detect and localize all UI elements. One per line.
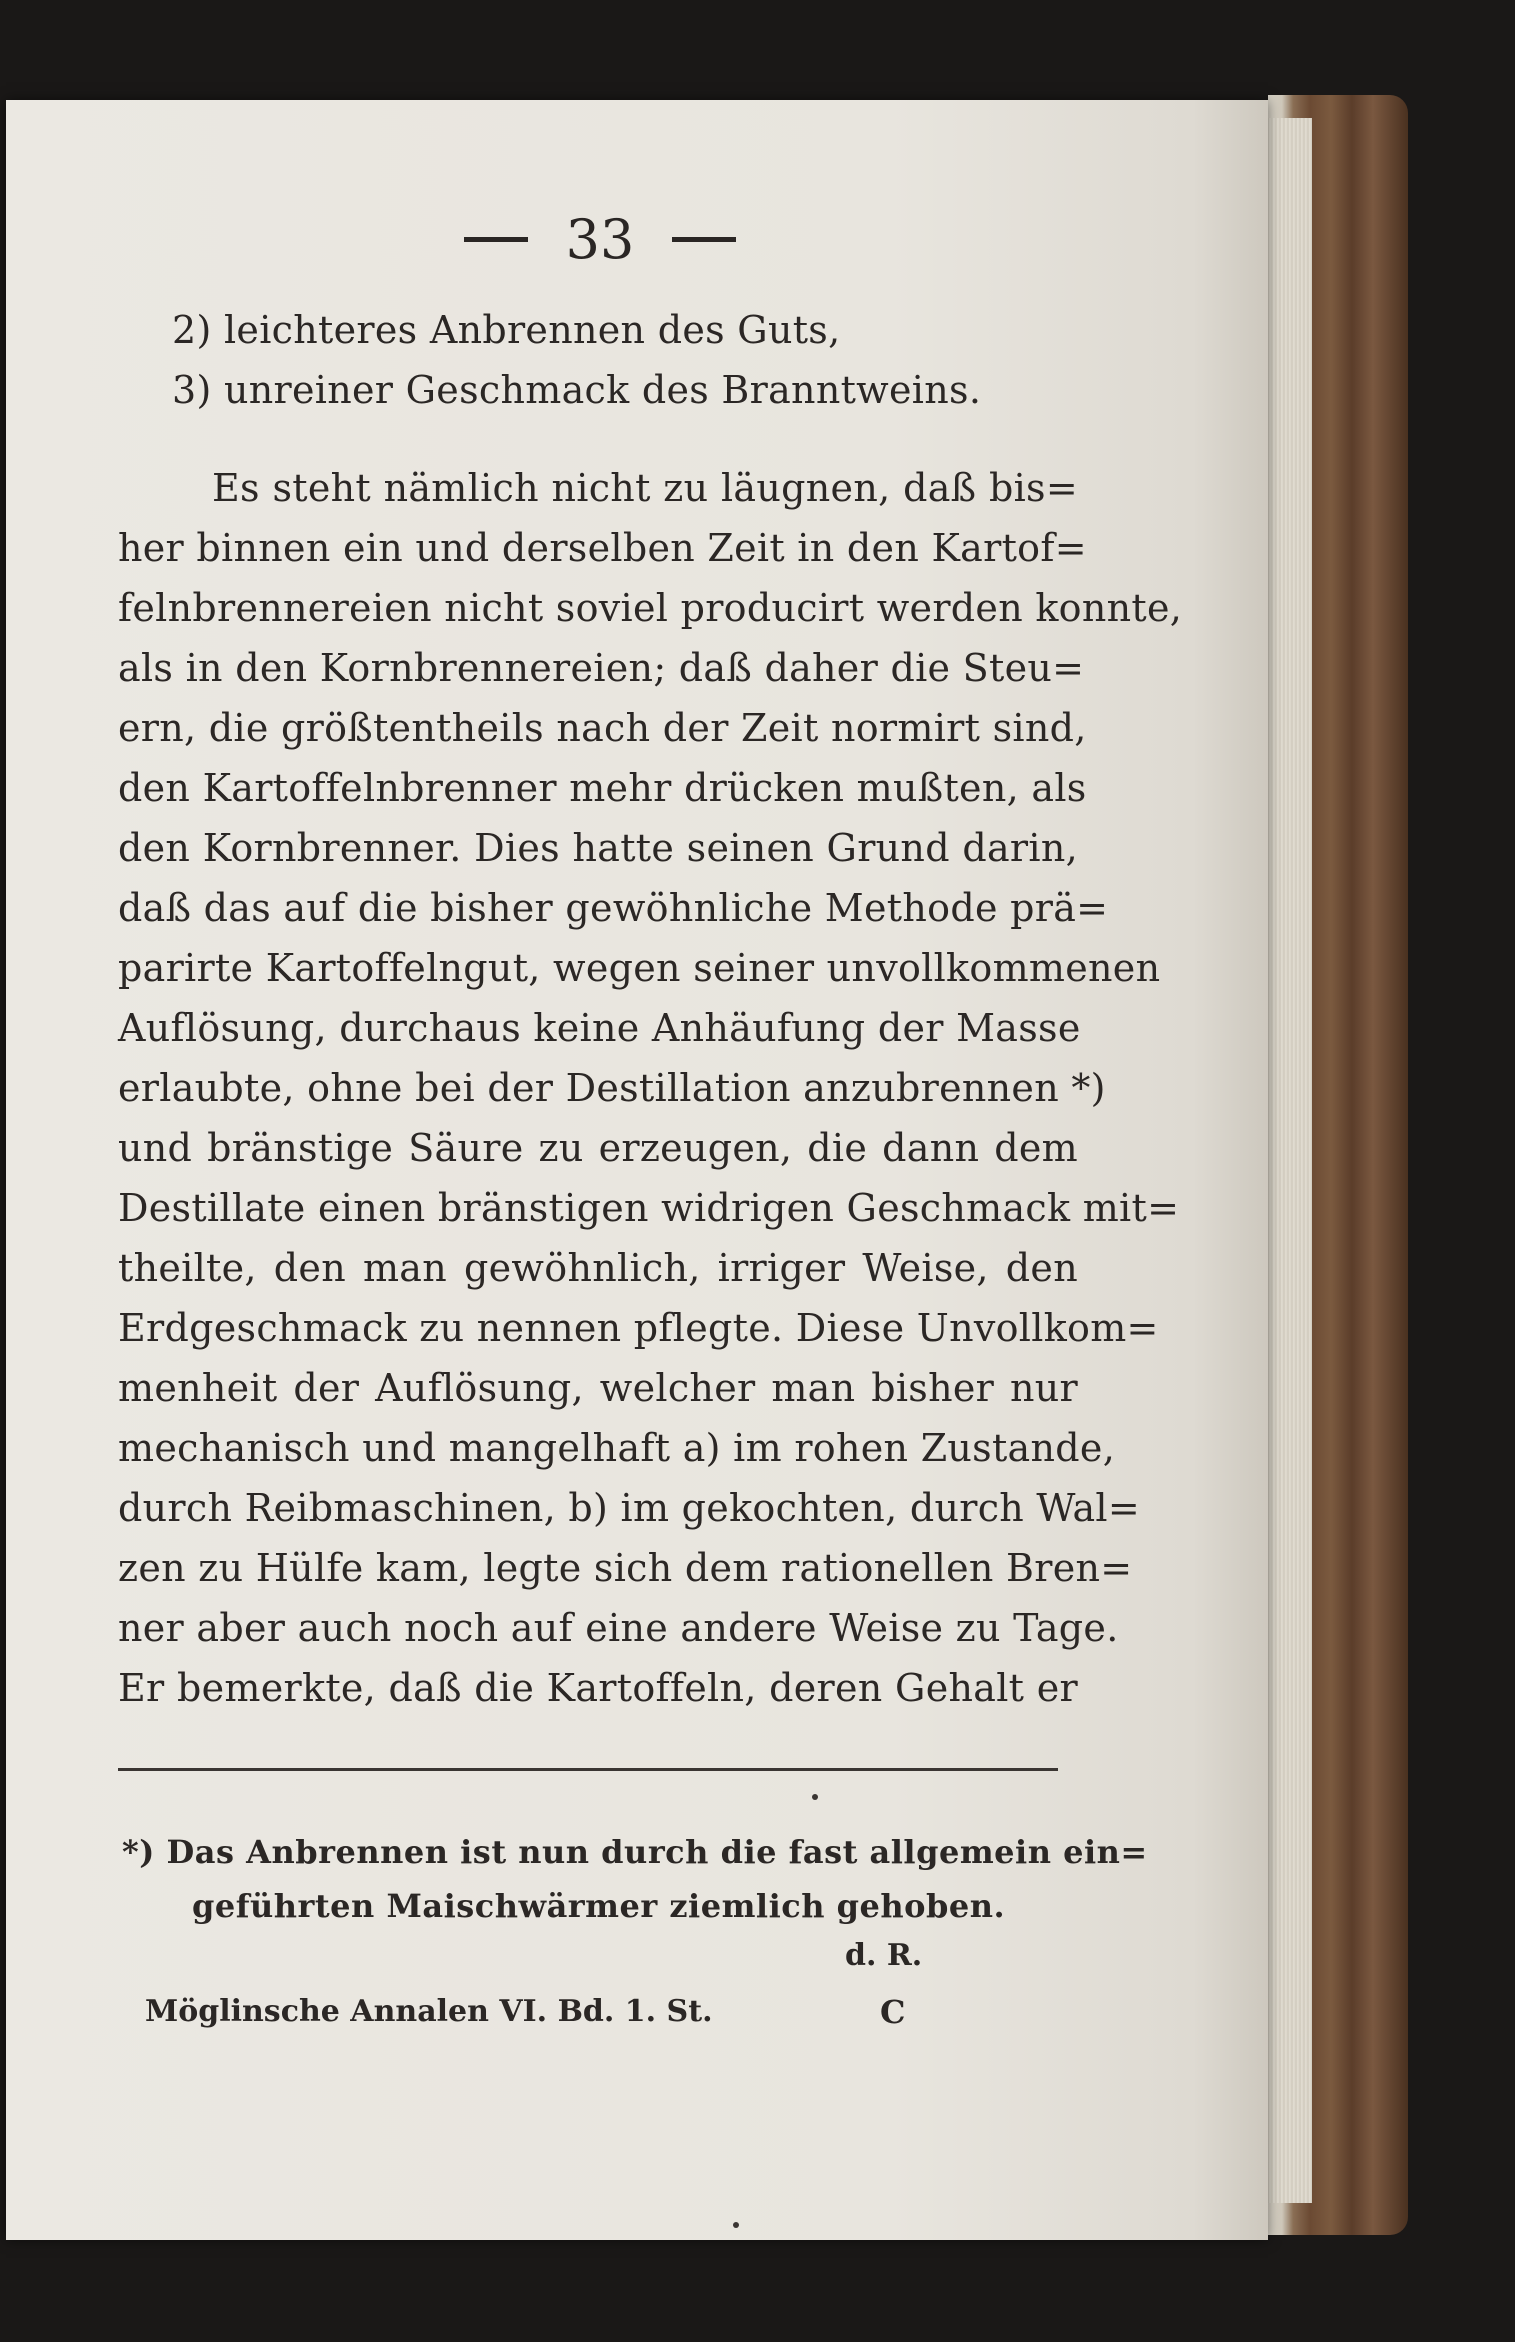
body-line: theilte, den man gewöhnlich, irriger Weise, den	[118, 1246, 1078, 1290]
body-line: ern, die größtentheils nach der Zeit normirt sind,	[118, 706, 1087, 750]
page-number: 33	[565, 207, 635, 271]
header-dash-right	[672, 237, 736, 242]
body-line: mechanisch und mangelhaft a) im rohen Zustande,	[118, 1426, 1116, 1470]
body-line: Auflösung, durchaus keine Anhäufung der Masse	[118, 1006, 1081, 1050]
body-line: zen zu Hülfe kam, legte sich dem rationellen Bren=	[118, 1546, 1133, 1590]
body-line: her binnen ein und derselben Zeit in den Kartof=	[118, 526, 1087, 570]
page-header	[440, 204, 760, 274]
list-item: 3) unreiner Geschmack des Branntweins.	[172, 368, 982, 412]
body-line: daß das auf die bisher gewöhnliche Methode prä=	[118, 886, 1109, 930]
ink-speck	[733, 2222, 739, 2228]
body-line: durch Reibmaschinen, b) im gekochten, durch Wal=	[118, 1486, 1141, 1530]
footnote-rule	[118, 1768, 1058, 1771]
body-line: Destillate einen bränstigen widrigen Geschmack mit=	[118, 1186, 1180, 1230]
body-line: Erdgeschmack zu nennen pflegte. Diese Unvollkom=	[118, 1306, 1159, 1350]
body-line: menheit der Auflösung, welcher man bisher nur	[118, 1366, 1078, 1410]
body-line: und bränstige Säure zu erzeugen, die dann dem	[118, 1126, 1078, 1170]
footer-imprint: Möglinsche Annalen VI. Bd. 1. St.	[145, 1994, 713, 2029]
header-dash-left	[464, 237, 528, 242]
list-item: 2) leichteres Anbrennen des Guts,	[172, 308, 841, 352]
signature-mark: C	[880, 1993, 906, 2031]
body-line: Es steht nämlich nicht zu läugnen, daß bis=	[212, 466, 1078, 510]
footnote-line: geführten Maischwärmer ziemlich gehoben.	[192, 1887, 1006, 1925]
page-stack-edge	[1262, 118, 1312, 2203]
body-line: den Kornbrenner. Dies hatte seinen Grund darin,	[118, 826, 1078, 870]
body-line: ner aber auch noch auf eine andere Weise zu Tage.	[118, 1606, 1119, 1650]
body-line: felnbrennereien nicht soviel producirt werden konnte,	[118, 586, 1183, 630]
ink-speck	[812, 1794, 818, 1800]
footnote-signature: d. R.	[845, 1938, 923, 1973]
body-line: als in den Kornbrennereien; daß daher die Steu=	[118, 646, 1085, 690]
footnote-line: *) Das Anbrennen ist nun durch die fast allgemein ein=	[122, 1833, 1148, 1871]
body-line: parirte Kartoffelngut, wegen seiner unvollkommenen	[118, 946, 1161, 990]
body-line: erlaubte, ohne bei der Destillation anzubrennen *)	[118, 1066, 1106, 1110]
body-line: den Kartoffelnbrenner mehr drücken mußten, als	[118, 766, 1087, 810]
body-line: Er bemerkte, daß die Kartoffeln, deren Gehalt er	[118, 1666, 1078, 1710]
